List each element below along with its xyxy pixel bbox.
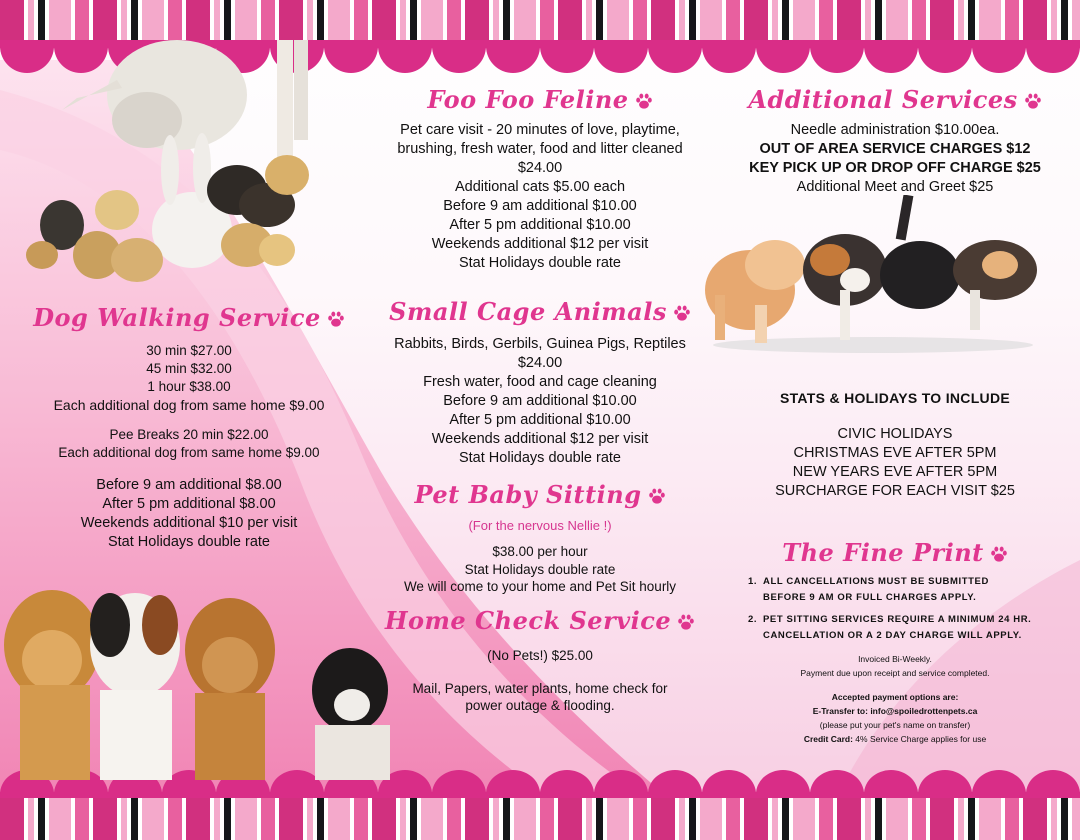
feline-line: Additional cats $5.00 each <box>454 179 626 195</box>
goat-rabbit-chicks-photo <box>22 40 322 290</box>
small-cage-line: Before 9 am additional $10.00 <box>443 393 637 409</box>
dog-walking-line: Weekends additional $10 per visit <box>80 515 298 531</box>
paw-print-icon <box>648 488 666 505</box>
credit-card-line <box>725 732 1065 746</box>
dog-walking-line: Each additional dog from same home $9.00 <box>58 445 320 460</box>
dog-walking-line: After 5 pm additional $8.00 <box>102 496 276 512</box>
dog-walking-rate: 45 min $32.00 <box>146 361 232 376</box>
small-cage-title: Small Cage Animals <box>389 297 667 326</box>
stats-item: NEW YEARS EVE AFTER 5PM <box>792 464 998 480</box>
additional-title: Additional Services <box>748 85 1018 114</box>
feline-line: Pet care visit - 20 minutes of love, playtime, <box>400 122 680 138</box>
small-cage-line: Weekends additional $12 per visit <box>431 431 649 447</box>
fine-print-number: 2. <box>748 614 758 625</box>
small-cage-line: Stat Holidays double rate <box>458 450 621 466</box>
fine-print-text: ALL CANCELLATIONS MUST BE SUBMITTED <box>763 576 989 587</box>
fine-print-item <box>748 574 1065 606</box>
paw-print-icon <box>327 311 345 328</box>
key-pickup-charge: KEY PICK UP OR DROP OFF CHARGE $25 <box>749 160 1041 176</box>
paw-print-icon <box>677 614 695 631</box>
fine-print-text: BEFORE 9 AM OR FULL CHARGES APPLY. <box>763 592 977 603</box>
dog-walking-rate: 30 min $27.00 <box>146 343 232 358</box>
stats-holidays-section <box>715 390 1075 501</box>
foo-foo-feline-section <box>365 85 715 273</box>
dog-walking-rate: 1 hour $38.00 <box>147 379 231 394</box>
dog-walking-section <box>14 303 364 552</box>
out-of-area-charge: OUT OF AREA SERVICE CHARGES $12 <box>759 141 1031 157</box>
small-cage-animals-section <box>365 297 715 468</box>
baby-sitting-title: Pet Baby Sitting <box>414 480 642 509</box>
feline-title: Foo Foo Feline <box>427 85 629 114</box>
fine-print-number: 1. <box>748 576 758 587</box>
home-check-section <box>365 606 715 715</box>
kittens-photo <box>695 195 1050 355</box>
payment-due-note: Payment due upon receipt and service completed. <box>800 668 990 678</box>
etransfer-label: E-Transfer to: <box>812 706 871 716</box>
small-cage-line: Rabbits, Birds, Gerbils, Guinea Pigs, Reptiles <box>394 336 686 352</box>
stats-heading: STATS & HOLIDAYS TO INCLUDE <box>779 390 1011 406</box>
baby-sitting-line: $38.00 per hour <box>492 544 588 559</box>
paw-print-icon <box>990 546 1008 563</box>
etransfer-line <box>725 704 1065 718</box>
dog-walking-line: Before 9 am additional $8.00 <box>96 477 282 493</box>
bottom-stripe-border <box>0 794 1080 840</box>
pee-break-rate: Pee Breaks 20 min $22.00 <box>109 427 269 442</box>
dog-walking-title: Dog Walking Service <box>33 303 321 332</box>
invoiced-note: Invoiced Bi-Weekly. <box>858 654 932 664</box>
paw-print-icon <box>635 93 653 110</box>
credit-card-note: 4% Service Charge applies for use <box>855 734 987 744</box>
fine-print-text: PET SITTING SERVICES REQUIRE A MINIMUM 24 HR. <box>763 614 1032 625</box>
small-cage-line: After 5 pm additional $10.00 <box>449 412 631 428</box>
feline-price: $24.00 <box>517 160 563 176</box>
baby-sitting-line: Stat Holidays double rate <box>464 561 616 577</box>
small-cage-price: $24.00 <box>517 355 563 371</box>
pet-baby-sitting-section <box>365 480 715 596</box>
dog-walking-line: Stat Holidays double rate <box>107 534 270 550</box>
etransfer-note: (please put your pet's name on transfer) <box>819 720 971 730</box>
home-check-line: power outage & flooding. <box>465 698 615 713</box>
stats-item: CHRISTMAS EVE AFTER 5PM <box>793 445 997 461</box>
home-check-title: Home Check Service <box>384 605 672 635</box>
baby-sitting-note: (For the nervous Nellie !) <box>468 518 612 533</box>
fine-print-text: CANCELLATION OR A 2 DAY CHARGE WILL APPLY. <box>763 630 1022 641</box>
stats-item: CIVIC HOLIDAYS <box>837 426 953 442</box>
meet-greet: Additional Meet and Greet $25 <box>796 179 994 195</box>
fine-print-item <box>748 612 1065 644</box>
fine-print-section <box>725 538 1065 746</box>
additional-services-section <box>715 85 1075 197</box>
feline-line: After 5 pm additional $10.00 <box>449 217 631 233</box>
stats-item: SURCHARGE FOR EACH VISIT $25 <box>775 483 1015 499</box>
paw-print-icon <box>673 305 691 322</box>
home-check-line: Mail, Papers, water plants, home check for <box>412 680 668 696</box>
middle-column <box>365 85 715 715</box>
fine-print-list <box>748 574 1065 644</box>
small-cage-line: Fresh water, food and cage cleaning <box>423 374 657 390</box>
feline-line: Stat Holidays double rate <box>458 255 621 271</box>
baby-sitting-line: We will come to your home and Pet Sit hourly <box>403 579 677 594</box>
puppies-photo <box>0 565 405 780</box>
paw-print-icon <box>1024 93 1042 110</box>
home-check-price: (No Pets!) $25.00 <box>487 647 593 663</box>
etransfer-email[interactable]: info@spoiledrottenpets.ca <box>870 706 978 716</box>
feline-line: Before 9 am additional $10.00 <box>443 198 637 214</box>
credit-card-label: Credit Card: <box>803 734 856 744</box>
feline-line: Weekends additional $12 per visit <box>431 236 649 252</box>
accepted-payment-heading: Accepted payment options are: <box>831 692 959 702</box>
needle-admin: Needle administration $10.00ea. <box>790 122 1000 138</box>
fine-print-title: The Fine Print <box>782 538 984 567</box>
feline-line: brushing, fresh water, food and litter cleaned <box>397 141 683 157</box>
dog-walking-line: Each additional dog from same home $9.00 <box>53 397 325 413</box>
